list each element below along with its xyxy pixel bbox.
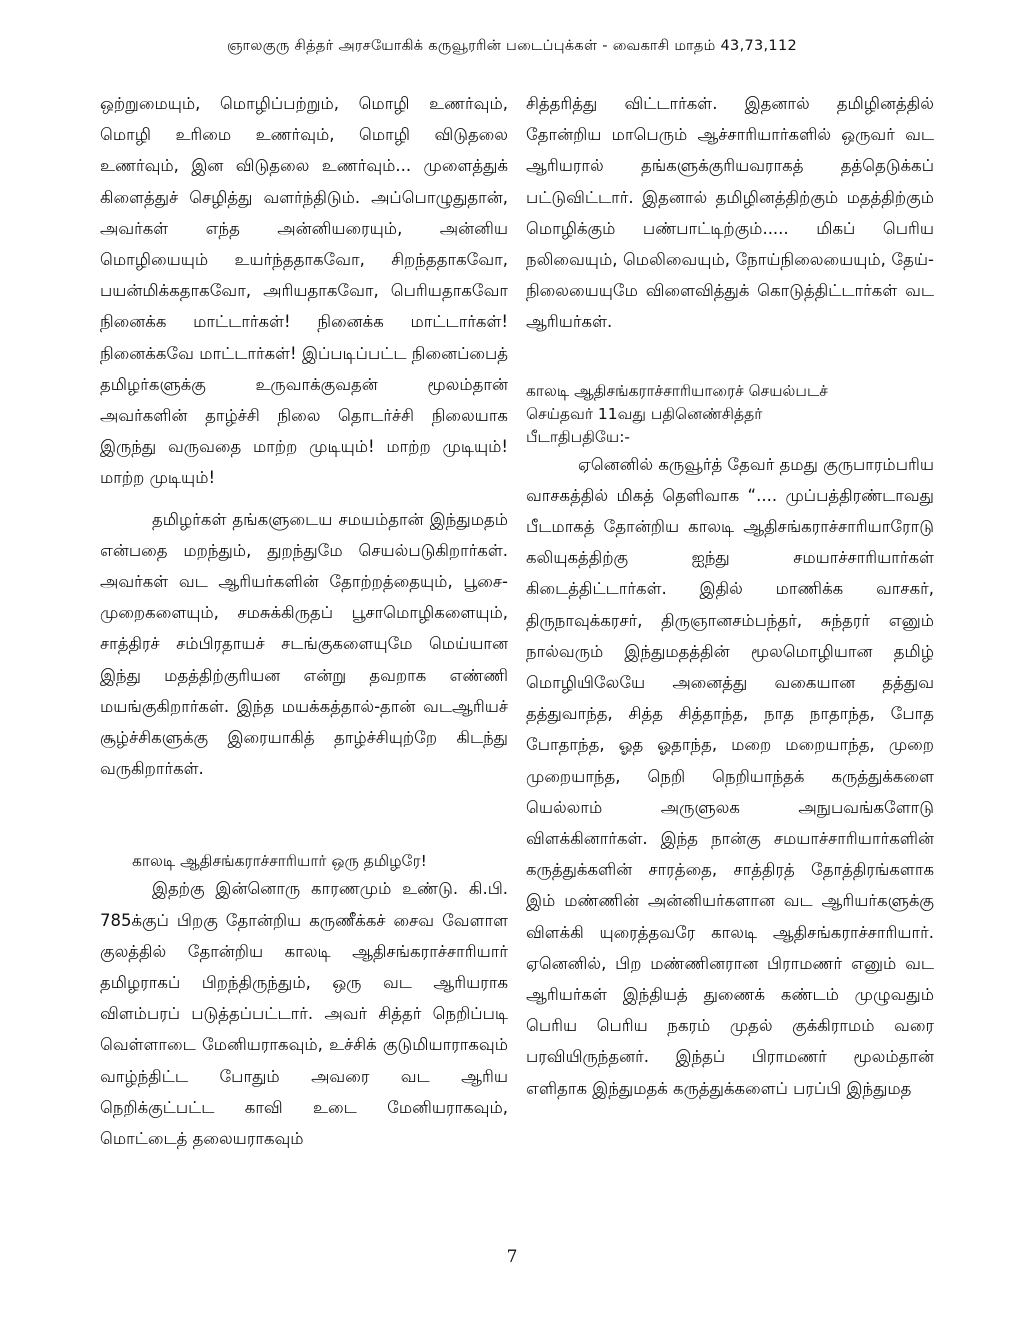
right-column: [526, 88, 934, 1104]
spacer: [100, 494, 508, 504]
page-number-text: 7: [506, 1247, 518, 1267]
left-column: [100, 88, 508, 1154]
right-paragraph-1: சித்தரித்து விட்டார்கள். இதனால் தமிழினத்தில் தோன்றிய மாபெரும் ஆச்சாரியார்களில் ஒருவர் வட ஆரியரால் தங்களுக்குரியவராகத் தத்தெடுக்கப் பட்டுவிட்டார். இதனால் தமிழினத்திற்கும் மதத்திற்கும் மொழிக்கும் பண்பாட்டிற்கும்..... மிகப் பெரிய நலிவையும், மெலிவையும், நோய்நிலையையும், தேய்-நிலையையுமே விளைவித்துக் கொடுத்திட்டார்கள் வட ஆரியர்கள்.: [526, 94, 934, 332]
left-section-heading: காலடி ஆதிசங்கராச்சாரியார் ஒரு தமிழரே!: [132, 852, 427, 871]
right-section-heading-line-1: காலடி ஆதிசங்கராச்சாரியாரைச் செயல்படச்: [526, 381, 828, 400]
right-section-heading-line-3: பீடாதிபதியே:-: [526, 427, 631, 446]
running-header-text: ஞாலகுரு சித்தர் அரசயோகிக் கருவூரரின் படைப்புக்கள் - வைகாசி மாதம் 43,73,112: [226, 38, 798, 54]
left-paragraph-1: ஒற்றுமையும், மொழிப்பற்றும், மொழி உணர்வும், மொழி உரிமை உணர்வும், மொழி விடுதலை உணர்வும், இன விடுதலை உணர்வும்... முளைத்துக் கிளைத்துச் செழித்து வளர்ந்திடும். அப்பொழுதுதான், அவர்கள் எந்த அன்னியரையும், அன்னிய மொழியையும் உயர்ந்ததாகவோ, சிறந்ததாகவோ, பயன்மிக்கதாகவோ, அரியதாகவோ, பெரியதாகவோ நினைக்க மாட்டார்கள்! நினைக்க மாட்டார்கள்! நினைக்கவே மாட்டார்கள்! இப்படிப்பட்ட நினைப்பைத் தமிழர்களுக்கு உருவாக்குவதன் மூலம்தான் அவர்களின் தாழ்ச்சி நிலை தொடர்ச்சி நிலையாக இருந்து வருவதை மாற்ற முடியும்! மாற்ற முடியும்! மாற்ற முடியும்!: [100, 94, 508, 488]
right-section-heading-line-2: செய்தவர் 11வது பதினெண்சித்தர்: [526, 404, 763, 423]
right-section-heading: [526, 380, 934, 449]
spacer: [100, 784, 508, 850]
left-paragraph-3: இதற்கு இன்னொரு காரணமும் உண்டு. கி.பி. 785க்குப் பிறகு தோன்றிய கருணீக்கச் சைவ வேளாள குலத்தில் தோன்றிய காலடி ஆதிசங்கராச்சாரியார் தமிழராகப் பிறந்திருந்தும், ஒரு வட ஆரியராக விளம்பரப் படுத்தப்பட்டார். அவர் சித்தர் நெறிப்படி வெள்ளாடை மேனியராகவும், உச்சிக் குடுமியாராகவும் வாழ்ந்திட்ட போதும் அவரை வட ஆரிய நெறிக்குட்பட்ட காவி உடை மேனியராகவும், மொட்டைத் தலையராகவும்: [100, 879, 508, 1149]
page-number: [0, 1247, 1024, 1267]
spacer: [526, 338, 934, 380]
left-paragraph-2: தமிழர்கள் தங்களுடைய சமயம்தான் இந்துமதம் என்பதை மறந்தும், துறந்துமே செயல்படுகிறார்கள். அவர்கள் வட ஆரியர்களின் தோற்றத்தையும், பூசை-முறைகளையும், சமசுக்கிருதப் பூசாமொழிகளையும், சாத்திரச் சம்பிரதாயச் சடங்குகளையுமே மெய்யான இந்து மதத்திற்குரியன என்று தவறாக எண்ணி மயங்குகிறார்கள். இந்த மயக்கத்தால்-தான் வடஆரியச் சூழ்ச்சிகளுக்கு இரையாகித் தாழ்ச்சியுற்றே கிடந்து வருகிறார்கள்.: [100, 509, 508, 779]
right-paragraph-2: ஏனெனில் கருவூர்த் தேவர் தமது குருபாரம்பரிய வாசகத்தில் மிகத் தெளிவாக “.... முப்பத்திரண்டாவது பீடமாகத் தோன்றிய காலடி ஆதிசங்கராச்சாரியாரோடு கலியுகத்திற்கு ஐந்து சமயாச்சாரியார்கள் கிடைத்திட்டார்கள். இதில் மாணிக்க வாசகர், திருநாவுக்கரசர், திருஞானசம்பந்தர், சுந்தரர் எனும் நால்வரும் இந்துமதத்தின் மூலமொழியான தமிழ் மொழியிலேயே அனைத்து வகையான தத்துவ தத்துவாந்த, சித்த சித்தாந்த, நாத நாதாந்த, போத போதாந்த, ஓத ஓதாந்த, மறை மறையாந்த, முறை முறையாந்த, நெறி நெறியாந்தக் கருத்துக்களை யெல்லாம் அருளுலக அநுபவங்களோடு விளக்கினார்கள். இந்த நான்கு சமயாச்சாரியார்களின் கருத்துக்களின் சாரத்தை, சாத்திரத் தோத்திரங்களாக இம் மண்ணின் அன்னியர்களான வட ஆரியர்களுக்கு விளக்கி யுரைத்தவரே காலடி ஆதிசங்கராச்சாரியார். ஏனெனில், பிற மண்ணினரான பிராமணர் எனும் வட ஆரியர்கள் இந்தியத் துணைக் கண்டம் முழுவதும் பெரிய பெரிய நகரம் முதல் குக்கிராமம் வரை பரவியிருந்தனர். இந்தப் பிராமணர் மூலம்தான் எளிதாக இந்துமதக் கருத்துக்களைப் பரப்பி இந்துமத: [526, 454, 934, 1098]
running-header: [0, 38, 1024, 56]
